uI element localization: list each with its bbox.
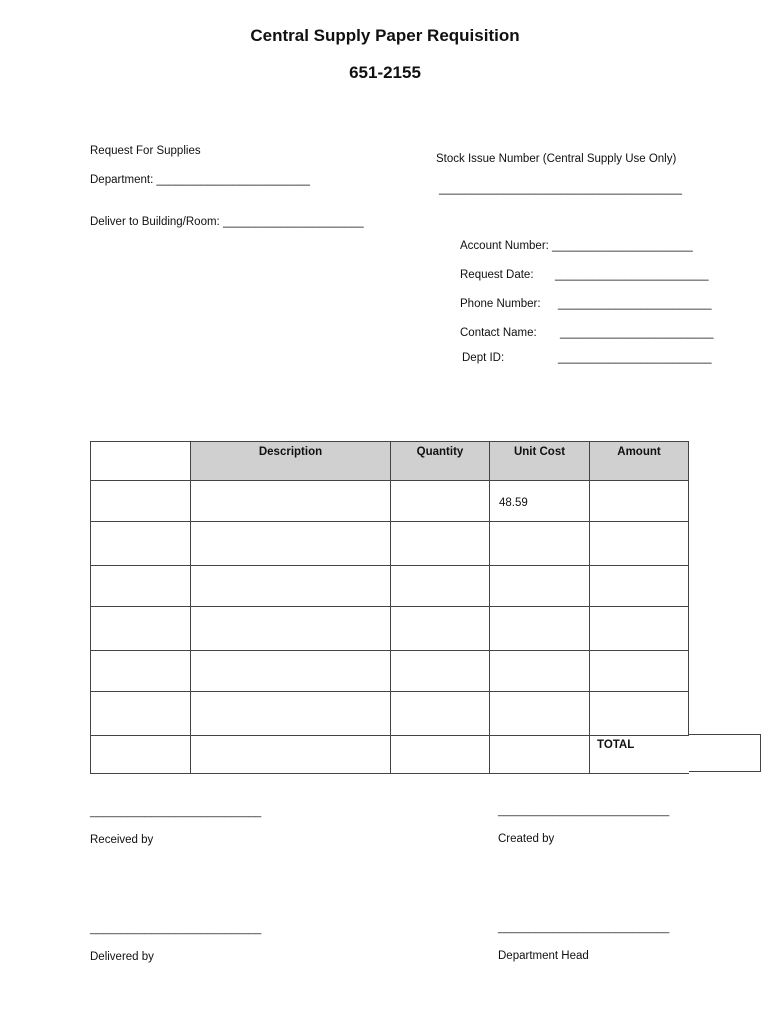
created-by-label: Created by — [498, 833, 555, 845]
department-head-label: Department Head — [498, 950, 589, 962]
header-description: Description — [191, 442, 391, 481]
description-cell[interactable] — [191, 651, 391, 692]
received-by-line[interactable]: ____________________________ — [90, 806, 262, 818]
amount-cell[interactable] — [590, 566, 689, 607]
delivered-by-label: Delivered by — [90, 951, 154, 963]
supply-table — [90, 441, 689, 774]
amount-cell[interactable] — [590, 692, 689, 736]
stock-issue-label: Stock Issue Number (Central Supply Use Only) — [436, 153, 677, 165]
description-cell[interactable] — [191, 736, 391, 774]
account-number-field[interactable]: Account Number: ______________________ — [460, 240, 693, 252]
unit-cost-cell[interactable] — [490, 522, 590, 566]
total-label: TOTAL — [590, 736, 689, 774]
unit-cost-cell[interactable] — [490, 651, 590, 692]
table-row — [91, 522, 689, 566]
total-value-box[interactable] — [689, 734, 761, 772]
unit-cost-cell[interactable] — [490, 566, 590, 607]
dept-id-field[interactable]: ________________________ — [558, 352, 712, 364]
header-amount: Amount — [590, 442, 689, 481]
dept-id-label: Dept ID: — [462, 352, 505, 364]
table-row — [91, 651, 689, 692]
request-for-supplies-label: Request For Supplies — [90, 145, 201, 157]
table-row — [91, 566, 689, 607]
item-cell[interactable] — [91, 522, 191, 566]
quantity-cell[interactable] — [391, 522, 490, 566]
header-blank-cell — [91, 442, 191, 481]
amount-cell[interactable] — [590, 651, 689, 692]
delivered-by-line[interactable]: ____________________________ — [90, 923, 262, 935]
item-cell[interactable] — [91, 651, 191, 692]
item-cell[interactable] — [91, 692, 191, 736]
description-cell[interactable] — [191, 607, 391, 651]
description-cell[interactable] — [191, 566, 391, 607]
unit-cost-cell[interactable] — [490, 736, 590, 774]
header-unit-cost: Unit Cost — [490, 442, 590, 481]
contact-name-label: Contact Name: — [460, 327, 537, 339]
table-row — [91, 607, 689, 651]
header-quantity: Quantity — [391, 442, 490, 481]
phone-number-heading: 651-2155 — [349, 63, 421, 82]
item-cell[interactable] — [91, 736, 191, 774]
amount-cell[interactable] — [590, 522, 689, 566]
unit-cost-cell[interactable] — [490, 692, 590, 736]
unit-cost-cell[interactable] — [490, 607, 590, 651]
page-title: Central Supply Paper Requisition — [250, 26, 520, 45]
table-row — [91, 692, 689, 736]
quantity-cell[interactable] — [391, 607, 490, 651]
description-cell[interactable] — [191, 692, 391, 736]
request-date-label: Request Date: — [460, 269, 534, 281]
unit-cost-cell[interactable]: 48.59 — [490, 481, 590, 522]
item-cell[interactable] — [91, 481, 191, 522]
quantity-cell[interactable] — [391, 566, 490, 607]
quantity-cell[interactable] — [391, 481, 490, 522]
total-row — [91, 736, 689, 774]
phone-number-field[interactable]: ________________________ — [558, 298, 712, 310]
amount-cell[interactable] — [590, 607, 689, 651]
received-by-label: Received by — [90, 834, 154, 846]
quantity-cell[interactable] — [391, 692, 490, 736]
item-cell[interactable] — [91, 566, 191, 607]
created-by-line[interactable]: ____________________________ — [498, 805, 670, 817]
department-field[interactable]: Department: ________________________ — [90, 174, 310, 186]
deliver-to-field[interactable]: Deliver to Building/Room: ______________________ — [90, 216, 364, 228]
department-head-line[interactable]: ____________________________ — [498, 922, 670, 934]
table-header-row — [91, 442, 689, 481]
phone-number-label: Phone Number: — [460, 298, 541, 310]
request-date-field[interactable]: ________________________ — [555, 269, 709, 281]
quantity-cell[interactable] — [391, 736, 490, 774]
description-cell[interactable] — [191, 481, 391, 522]
item-cell[interactable] — [91, 607, 191, 651]
table-row — [91, 481, 689, 522]
description-cell[interactable] — [191, 522, 391, 566]
stock-issue-field[interactable]: ______________________________________ — [439, 183, 683, 195]
quantity-cell[interactable] — [391, 651, 490, 692]
contact-name-field[interactable]: ________________________ — [560, 327, 714, 339]
amount-cell[interactable] — [590, 481, 689, 522]
